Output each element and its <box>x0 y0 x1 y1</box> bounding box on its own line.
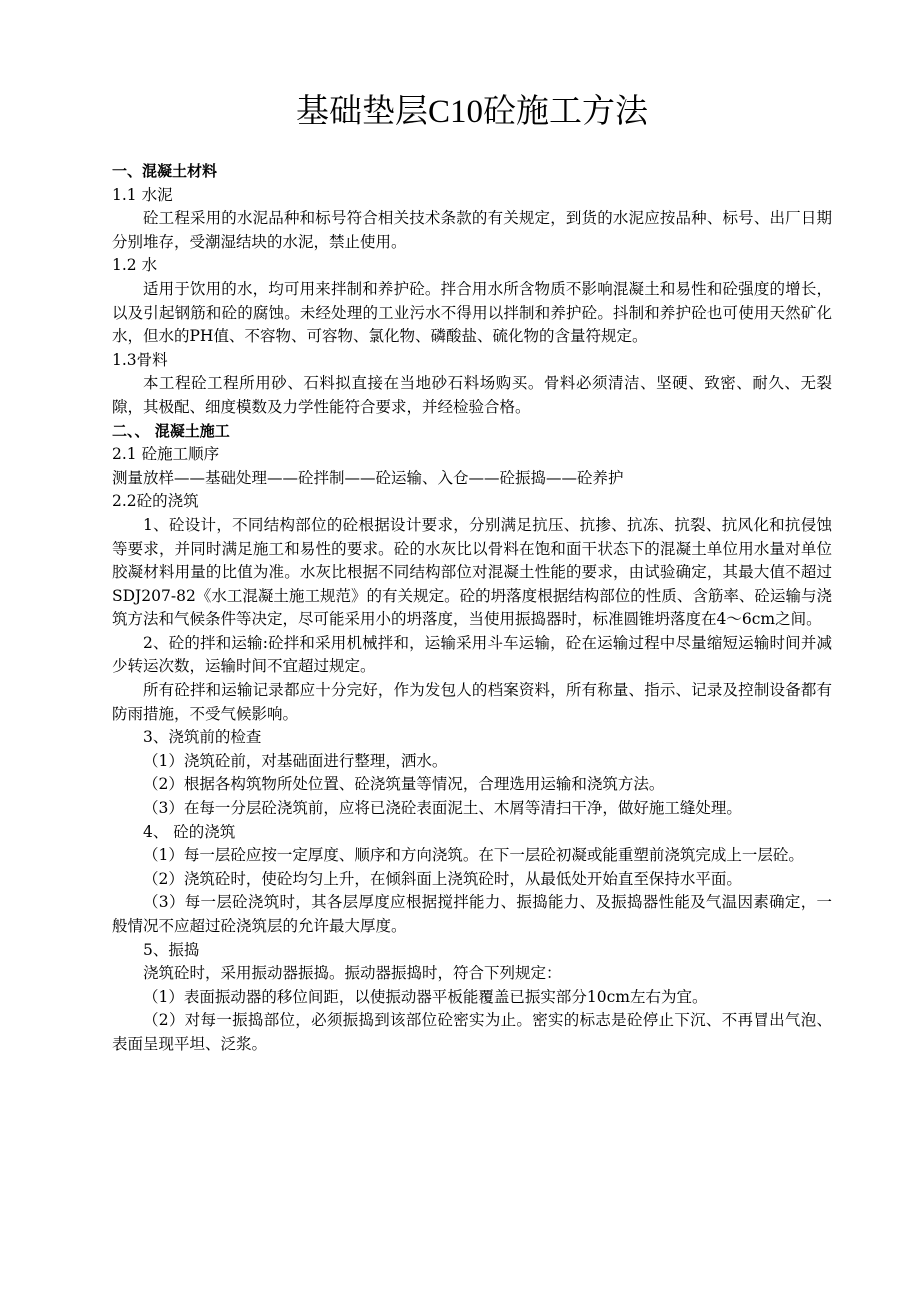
subsection-heading: 2.1 砼施工顺序 <box>112 445 220 464</box>
paragraph: （3）在每一分层砼浇筑前，应将已浇砼表面泥土、木屑等清扫干净，做好施工缝处理。 <box>143 799 742 818</box>
paragraph: （2）根据各构筑物所处位置、砼浇筑量等情况，合理选用运输和浇筑方法。 <box>143 775 665 794</box>
paragraph: 测量放样——基础处理——砼拌制——砼运输、入仓——砼振捣——砼养护 <box>112 468 624 487</box>
paragraph: 1、砼设计，不同结构部位的砼根据设计要求，分别满足抗压、抗掺、抗冻、抗裂、抗风化和抗侵蚀等要求，并同时满足施工和易性的要求。砼的水灰比以骨料在饱和面干状态下的混凝土单位用水量对单位胶凝材料用量的比值为准。水灰比根据不同结构部位对混凝土性能的要求，由试验确定，其最大值不超过SDJ207-82《水工混凝土施工规范》的有关规定。砼的坍落度根据结构部位的性质、含筋率、砼运输与浇筑方法和气候条件等决定，尽可能采用小的坍落度，当使用振捣器时，标准圆锥坍落度在4～6cm之间。 <box>112 515 832 629</box>
paragraph: 砼工程采用的水泥品种和标号符合相关技术条款的有关规定，到货的水泥应按品种、标号、出厂日期分别堆存，受潮湿结块的水泥，禁止使用。 <box>112 209 832 251</box>
section-heading: 二、、 混凝土施工 <box>112 421 230 440</box>
subsection-heading: 2.2砼的浇筑 <box>112 492 199 511</box>
subsection-heading: 1.1 水泥 <box>112 185 173 204</box>
paragraph: （1）表面振动器的移位间距，以使振动器平板能覆盖已振实部分10cm左右为宜。 <box>143 987 708 1006</box>
subsection-heading: 1.2 水 <box>112 256 158 275</box>
paragraph: 适用于饮用的水，均可用来拌制和养护砼。拌合用水所含物质不影响混凝土和易性和砼强度的增长，以及引起钢筋和砼的腐蚀。未经处理的工业污水不得用以拌制和养护砼。抖制和养护砼也可使用天然矿化水，但水的PH值、不容物、可容物、氯化物、磷酸盐、硫化物的含量符规定。 <box>112 279 832 346</box>
paragraph: 4、 砼的浇筑 <box>143 822 236 841</box>
paragraph: 2、砼的拌和运输:砼拌和采用机械拌和，运输采用斗车运输，砼在运输过程中尽量缩短运输时间并减少转运次数，运输时间不宜超过规定。 <box>112 633 832 676</box>
paragraph: 所有砼拌和运输记录都应十分完好，作为发包人的档案资料，所有称量、指示、记录及控制设备都有防雨措施，不受气候影响。 <box>112 681 832 723</box>
paragraph: （3）每一层砼浇筑时，其各层厚度应根据搅拌能力、振捣能力、及振捣器性能及气温因素确定，一般情况不应超过砼浇筑层的允许最大厚度。 <box>112 893 832 935</box>
paragraph: 本工程砼工程所用砂、石料拟直接在当地砂石料场购买。骨料必须清洁、坚硬、致密、耐久、无裂隙，其极配、细度模数及力学性能符合要求，并经检验合格。 <box>112 374 832 416</box>
paragraph: （2）浇筑砼时，使砼均匀上升，在倾斜面上浇筑砼时，从最低处开始直至保持水平面。 <box>143 869 742 888</box>
subsection-heading: 1.3骨料 <box>112 350 168 369</box>
document-body <box>112 160 832 1057</box>
paragraph: 5、振捣 <box>143 940 200 959</box>
document-title: 基础垫层C10砼施工方法 <box>295 94 648 130</box>
paragraph: 3、浇筑前的检查 <box>143 728 262 747</box>
section-heading: 一、混凝土材料 <box>112 162 218 180</box>
paragraph: （2）对每一振捣部位，必须振捣到该部位砼密实为止。密实的标志是砼停止下沉、不再冒出气泡、表面呈现平坦、泛浆。 <box>112 1011 832 1053</box>
paragraph: （1）浇筑砼前，对基础面进行整理，洒水。 <box>143 751 448 770</box>
paragraph: 浇筑砼时，采用振动器振捣。振动器振捣时，符合下列规定： <box>143 964 562 983</box>
paragraph: （1）每一层砼应按一定厚度、顺序和方向浇筑。在下一层砼初凝或能重塑前浇筑完成上一层砼。 <box>143 846 804 865</box>
